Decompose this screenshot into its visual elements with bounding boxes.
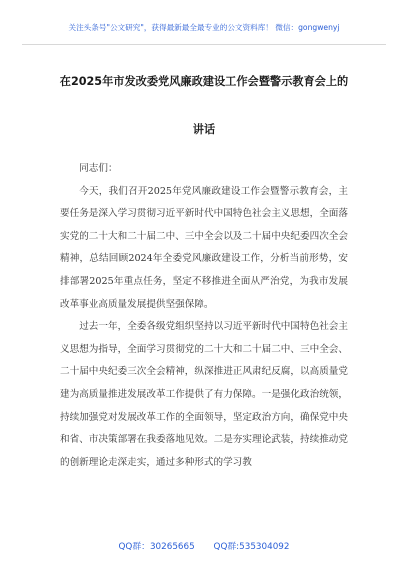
header-divider <box>22 44 386 45</box>
header-promo-note: 关注头条号"公文研究"，获得最新最全最专业的公文资料库！ 微信：gongwenyj <box>68 23 340 32</box>
document-title: 在2025年市发改委党风廉政建设工作会暨警示教育会上的 <box>59 75 349 88</box>
document-body <box>60 158 348 474</box>
body-paragraph: 过去一年，全委各级党组织坚持以习近平新时代中国特色社会主义思想为指导，全面学习贯彻党的二十大和二十届二中、三中全会、二十届中央纪委三次全会精神，纵深推进正风肃纪反腐，以高质量党建为高质量推进发展改革工作提供了有力保障。一是强化政治统领，持续加强党对发展改革工作的全面领导，坚定政治方向，确保党中央和省、市决策部署在我委落地见效。二是夯实理论武装，持续推动党的创新理论走深走实，通过多种形式的学习教 <box>60 321 348 468</box>
footer-qq-group-2: QQ群:535304092 <box>213 542 290 552</box>
body-paragraph: 今天，我们召开2025年党风廉政建设工作会暨警示教育会，主要任务是深入学习贯彻习近平新时代中国特色社会主义思想，全面落实党的二十大和二十届二中、三中全会以及二十届中央纪委四次全会精神，总结回顾2024年全委党风廉政建设工作，分析当前形势，安排部署2025年重点任务，坚定不移推进全面从严治党，为我市发展改革事业高质量发展提供坚强保障。 <box>60 185 348 310</box>
document-subtitle: 讲话 <box>192 123 216 136</box>
salutation: 同志们： <box>79 163 118 174</box>
footer-contact <box>0 539 408 552</box>
footer-qq-group-1: QQ群：30265665 <box>118 542 195 552</box>
